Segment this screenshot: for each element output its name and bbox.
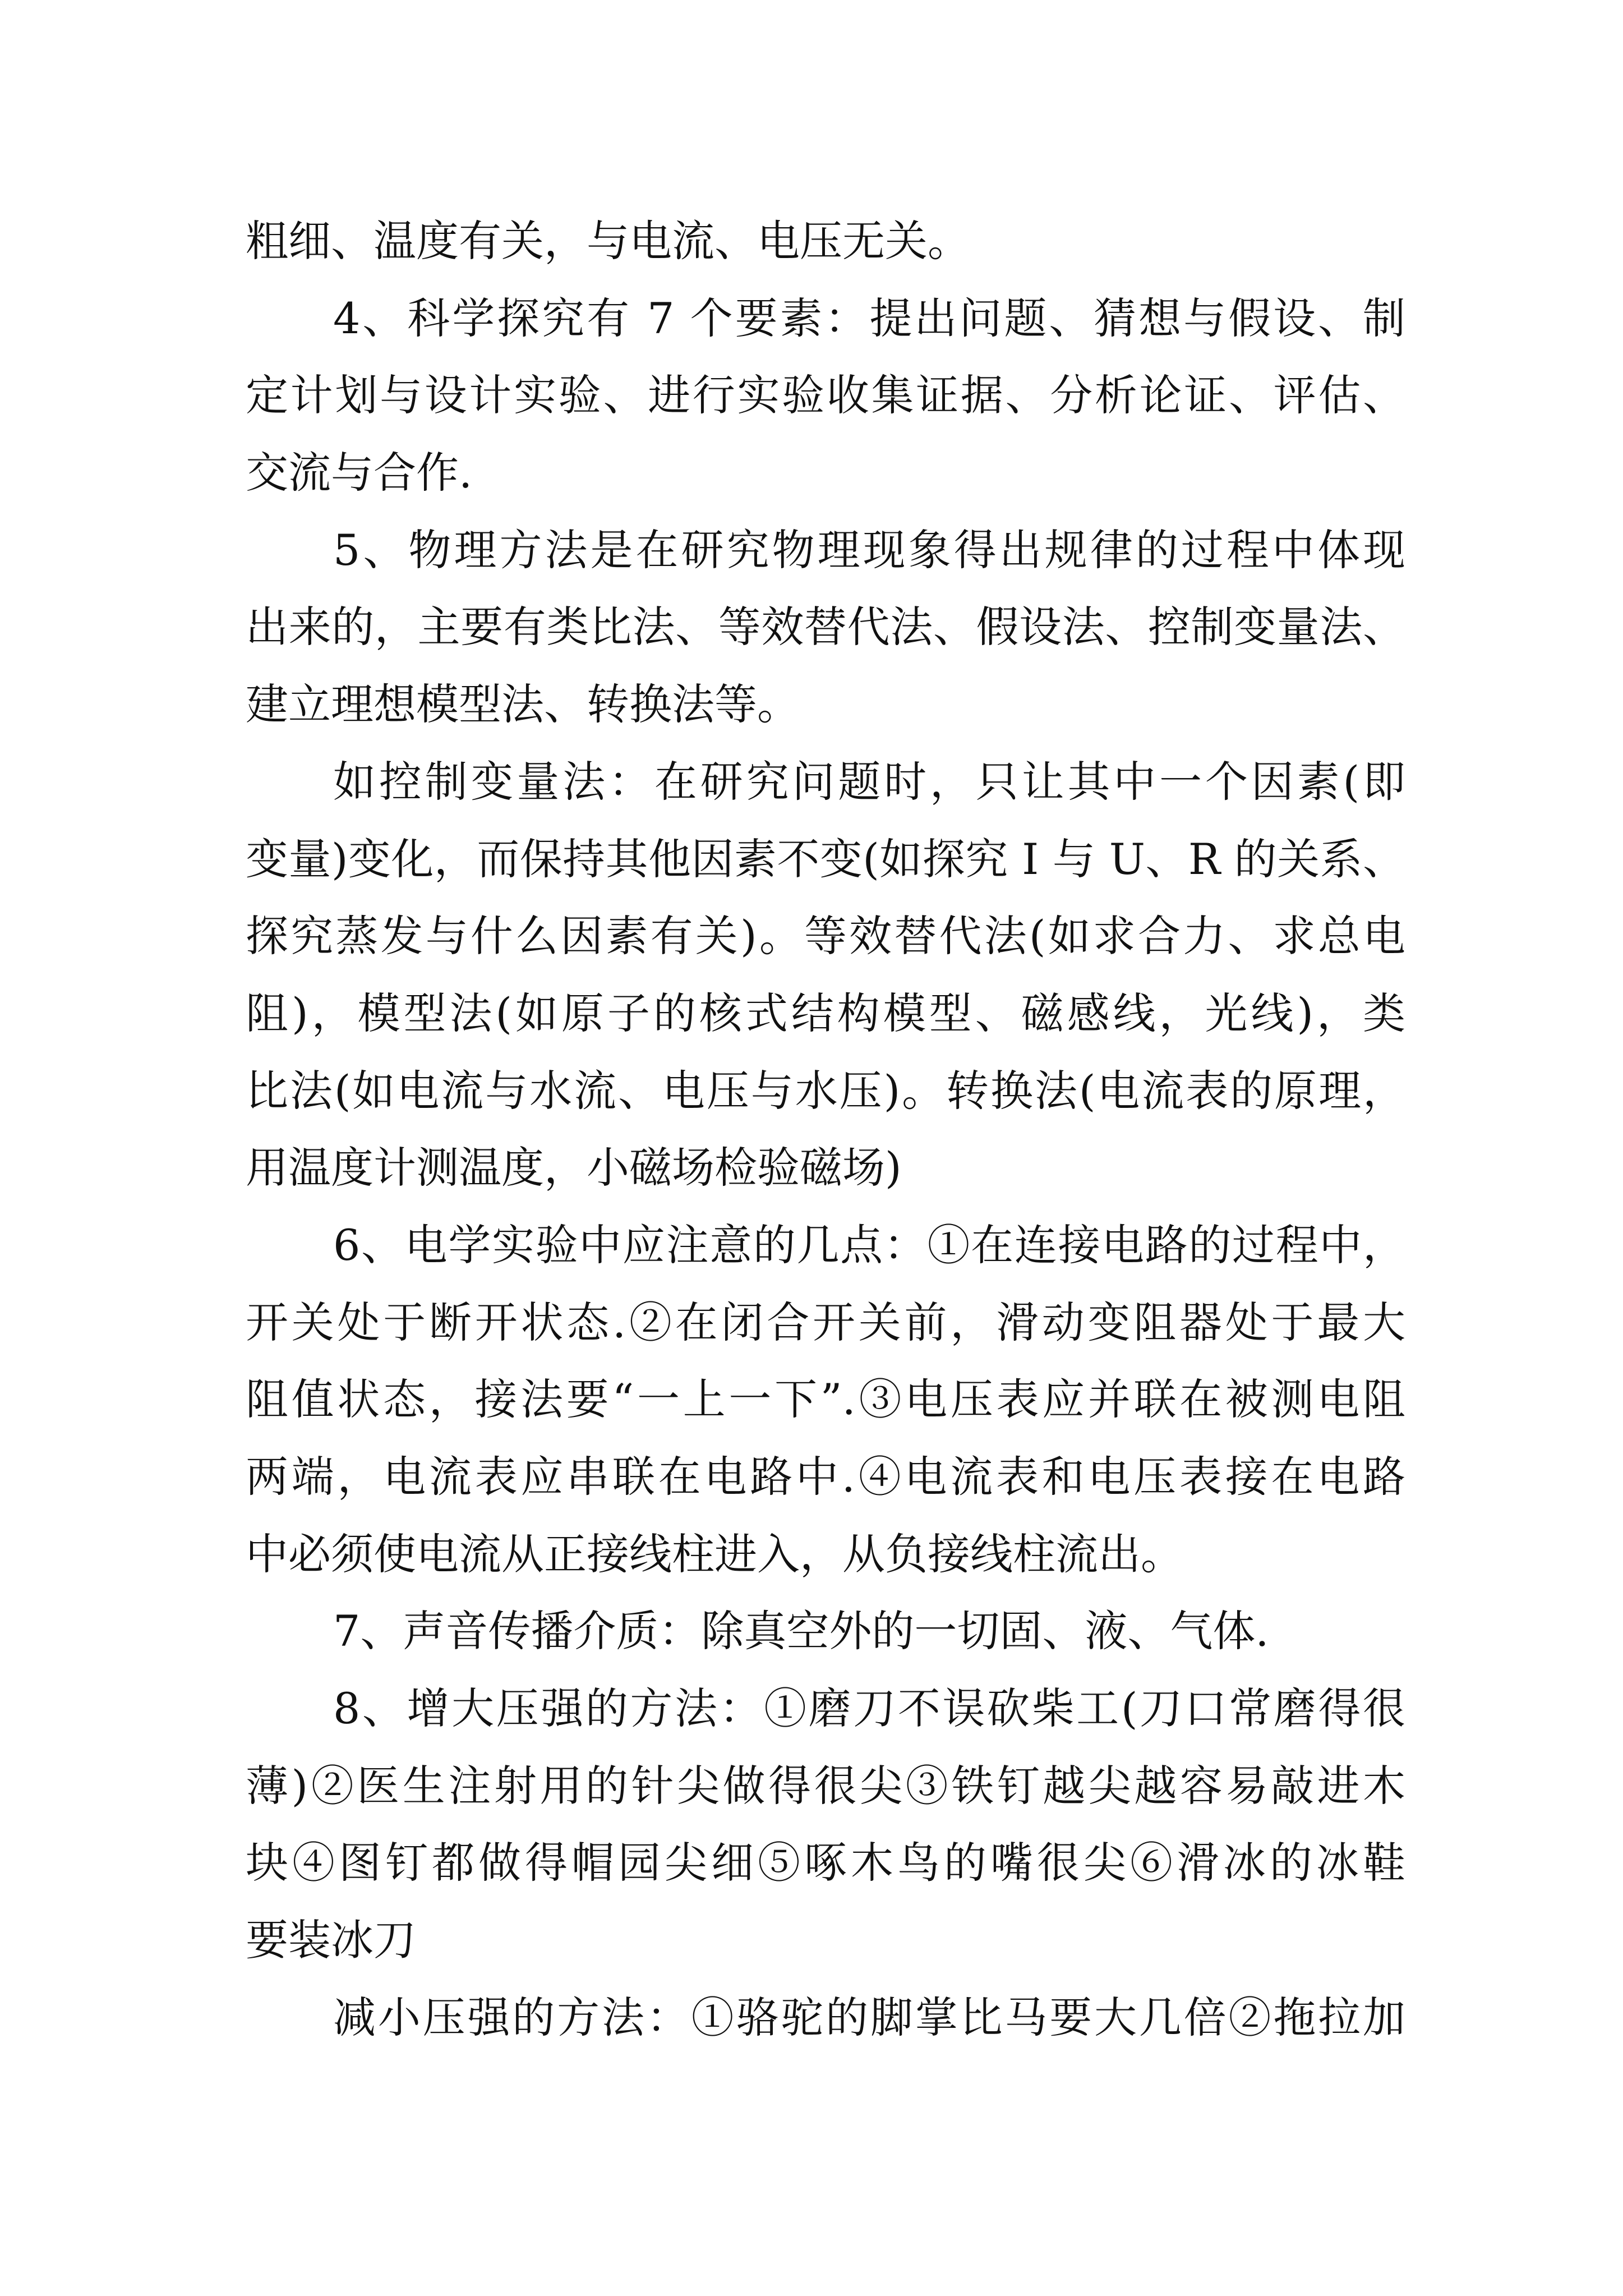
text-line: 块④图钉都做得帽园尖细⑤啄木鸟的嘴很尖⑥滑冰的冰鞋: [246, 1838, 1405, 1888]
text-line: 5、物理方法是在研究物理现象得出规律的过程中体现: [333, 524, 1405, 575]
text-line: 8、增大压强的方法：①磨刀不误砍柴工(刀口常磨得很: [333, 1683, 1405, 1734]
paragraph-item-8-increase-pressure: [246, 1670, 1405, 1979]
text-line: 出来的，主要有类比法、等效替代法、假设法、控制变量法、: [246, 602, 1405, 652]
page-body: [246, 203, 1405, 2056]
text-line: 减小压强的方法：①骆驼的脚掌比马要大几倍②拖拉加: [333, 1992, 1405, 2042]
text-line: 交流与合作.: [246, 448, 473, 498]
paragraph-item-7-sound-medium: [246, 1593, 1405, 1670]
text-line: 建立理想模型法、转换法等。: [246, 679, 800, 730]
text-line: 6、电学实验中应注意的几点：①在连接电路的过程中，: [333, 1220, 1405, 1270]
text-line: 阻)，模型法(如原子的核式结构模型、磁感线，光线)，类: [246, 988, 1405, 1038]
text-line: 中必须使电流从正接线柱进入，从负接线柱流出。: [246, 1529, 1183, 1579]
paragraph-item-6-circuit-experiment: [246, 1207, 1405, 1593]
text-line: 用温度计测温度，小磁场检验磁场): [246, 1143, 902, 1193]
text-line: 定计划与设计实验、进行实验收集证据、分析论证、评估、: [246, 370, 1405, 421]
text-line: 4、科学探究有 7 个要素：提出问题、猜想与假设、制: [333, 293, 1405, 343]
text-line: 开关处于断开状态.②在闭合开关前，滑动变阻器处于最大: [246, 1297, 1405, 1347]
paragraph-item-5-physics-methods: [246, 512, 1405, 743]
text-line: 比法(如电流与水流、电压与水压)。转换法(电流表的原理，: [246, 1065, 1405, 1116]
text-line: 阻值状态，接法要“一上一下”.③电压表应并联在被测电阻: [246, 1374, 1405, 1425]
paragraph-item-4-scientific-inquiry: [246, 280, 1405, 512]
paragraph-reduce-pressure: [246, 1979, 1405, 2056]
text-line: 如控制变量法：在研究问题时，只让其中一个因素(即: [333, 756, 1405, 807]
text-line: 7、声音传播介质：除真空外的一切固、液、气体.: [333, 1606, 1269, 1657]
text-line: 薄)②医生注射用的针尖做得很尖③铁钉越尖越容易敲进木: [246, 1760, 1405, 1811]
text-line: 两端，电流表应串联在电路中.④电流表和电压表接在电路: [246, 1452, 1405, 1502]
paragraph-method-examples: [246, 743, 1405, 1207]
text-line: 要装冰刀: [246, 1915, 416, 1966]
text-line: 粗细、温度有关，与电流、电压无关。: [246, 216, 970, 266]
text-line: 变量)变化，而保持其他因素不变(如探究 I 与 U、R 的关系、: [246, 834, 1405, 884]
text-line: 探究蒸发与什么因素有关)。等效替代法(如求合力、求总电: [246, 911, 1405, 961]
paragraph-resistance-factors-end: [246, 203, 1405, 280]
